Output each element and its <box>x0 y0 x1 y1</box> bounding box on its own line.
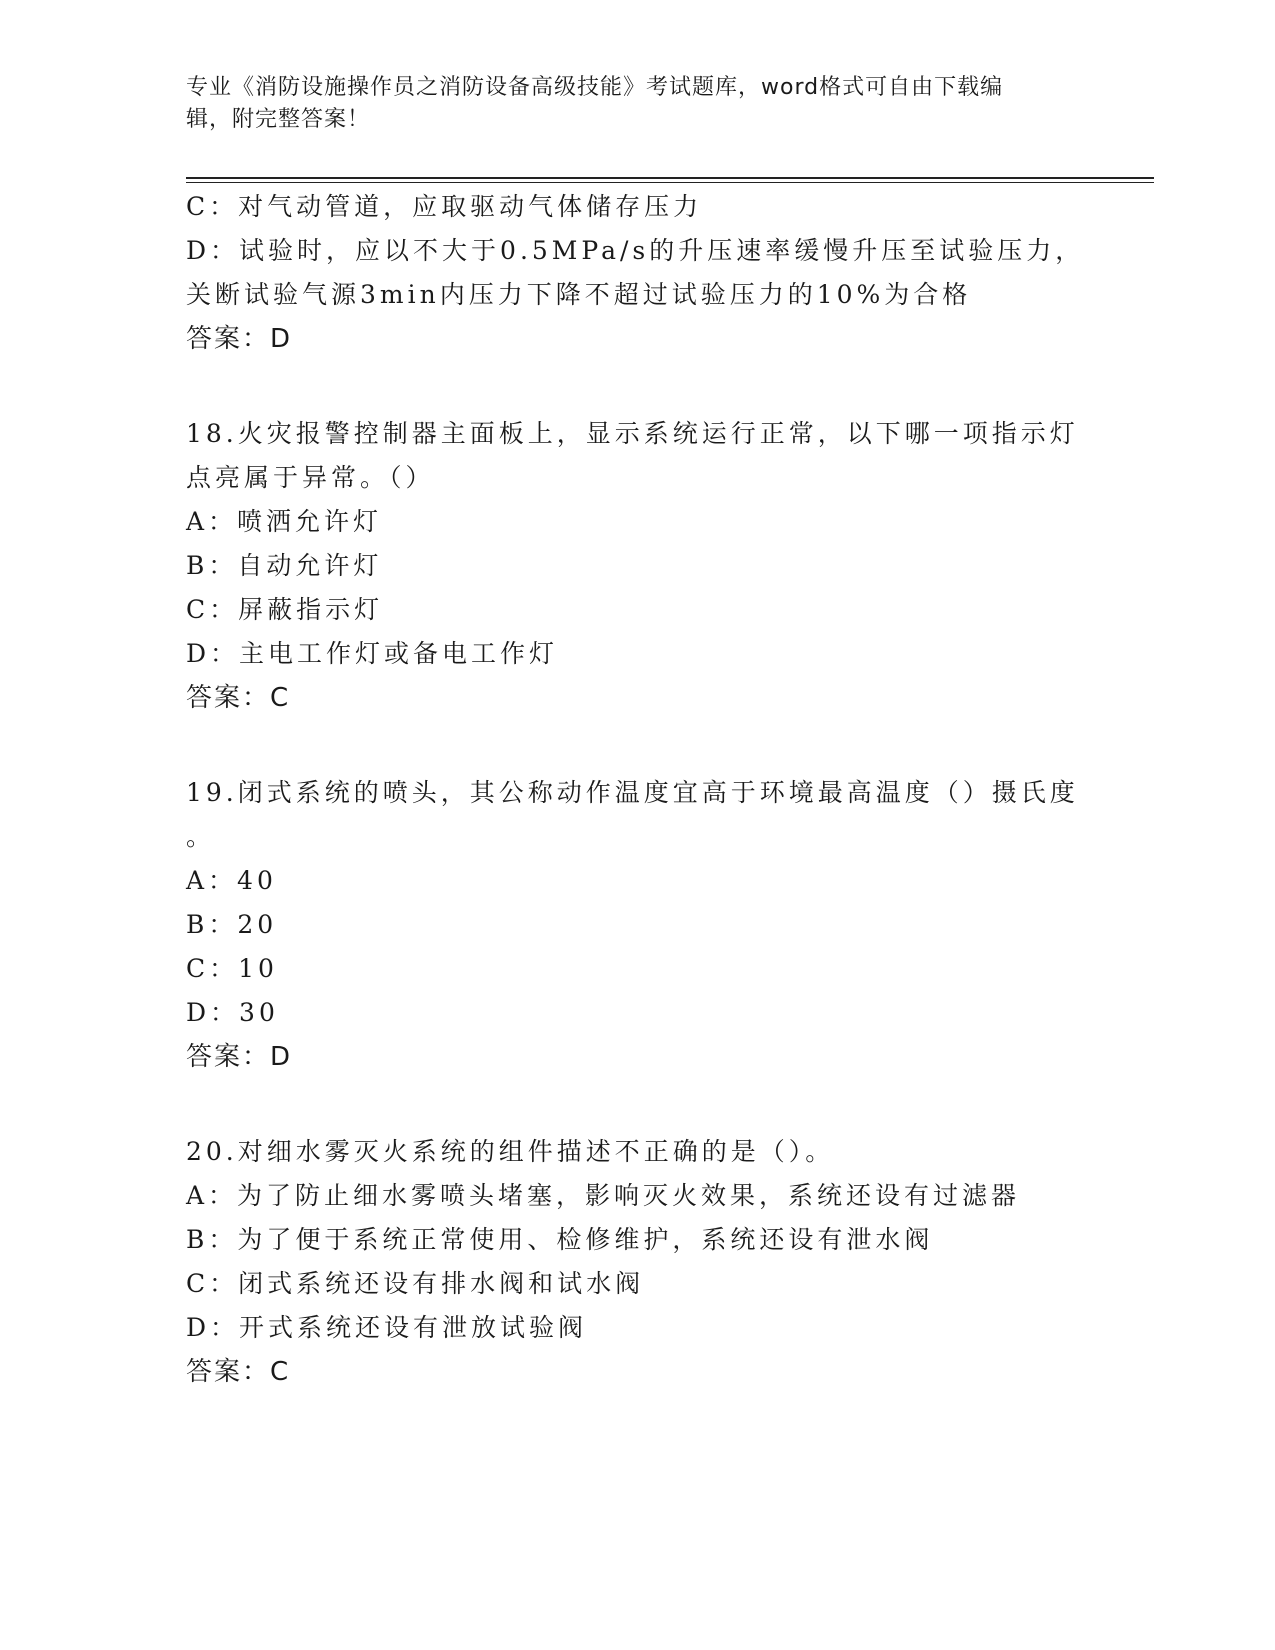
q19-answer: 答案：D <box>186 1042 293 1072</box>
q18-option-a: A：喷洒允许灯 <box>186 507 383 536</box>
q19-option-c: C：10 <box>186 954 278 983</box>
header-line-2: 辑，附完整答案！ <box>186 107 371 132</box>
q18-answer: 答案：C <box>186 683 291 713</box>
q18-option-d: D：主电工作灯或备电工作灯 <box>186 639 559 668</box>
q20-stem-line-1: 20.对细水雾灭火系统的组件描述不正确的是（）。 <box>186 1137 835 1166</box>
q19-option-a: A：40 <box>186 866 277 895</box>
header-divider-thick <box>186 177 1154 179</box>
q20-answer: 答案：C <box>186 1357 291 1387</box>
q19-stem-line-1: 19.闭式系统的喷头，其公称动作温度宜高于环境最高温度（）摄氏度 <box>186 778 1079 807</box>
q18-option-b: B：自动允许灯 <box>186 551 383 580</box>
q20-option-a: A：为了防止细水雾喷头堵塞，影响灭火效果，系统还设有过滤器 <box>186 1181 1021 1210</box>
header-divider-thin <box>186 182 1154 183</box>
q20-option-c: C：闭式系统还设有排水阀和试水阀 <box>186 1269 645 1298</box>
q20-option-b: B：为了便于系统正常使用、检修维护，系统还设有泄水阀 <box>186 1225 934 1254</box>
q19-option-b: B：20 <box>186 910 278 939</box>
q17-option-d-line-1: D：试验时，应以不大于0.5MPa/s的升压速率缓慢升压至试验压力， <box>186 236 1085 265</box>
header-line-1: 专业《消防设施操作员之消防设备高级技能》考试题库，word格式可自由下载编 <box>186 75 1004 100</box>
q18-stem-line-1: 18.火灾报警控制器主面板上，显示系统运行正常，以下哪一项指示灯 <box>186 419 1079 448</box>
q17-option-d-line-2: 关断试验气源3min内压力下降不超过试验压力的10%为合格 <box>186 280 972 309</box>
q17-option-c: C：对气动管道，应取驱动气体储存压力 <box>186 192 703 221</box>
q18-option-c: C：屏蔽指示灯 <box>186 595 384 624</box>
q20-option-d: D：开式系统还设有泄放试验阀 <box>186 1313 588 1342</box>
q19-option-d: D：30 <box>186 998 279 1027</box>
q17-answer: 答案：D <box>186 324 293 354</box>
q18-stem-line-2: 点亮属于异常。（） <box>186 463 435 492</box>
document-header <box>186 72 1066 136</box>
q19-stem-line-2: 。 <box>186 822 216 851</box>
